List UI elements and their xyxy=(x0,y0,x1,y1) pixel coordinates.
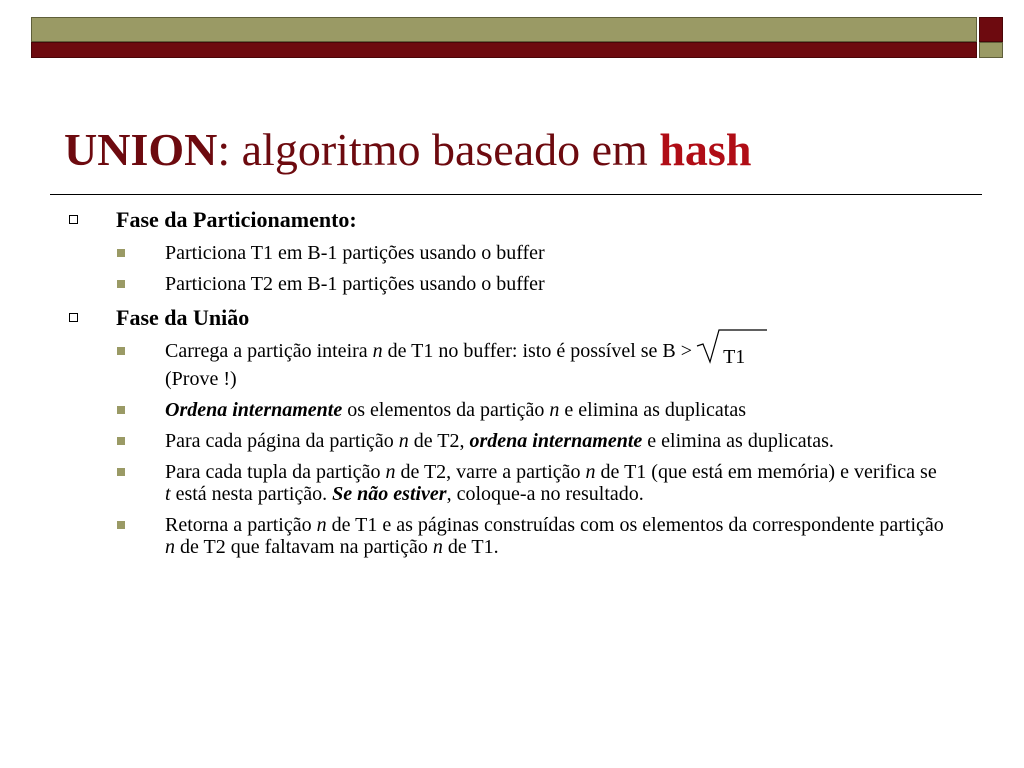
item-text: de T1 no buffer: isto é possível se B > xyxy=(382,340,698,362)
var-n: n xyxy=(549,399,560,421)
var-n: n xyxy=(165,536,175,558)
square-bullet-icon xyxy=(117,280,125,288)
item-text: de T2, varre a partição xyxy=(395,461,586,483)
item-text: Particiona T2 em B-1 partições usando o buffer xyxy=(165,273,545,295)
var-n: n xyxy=(585,461,596,483)
header-square-maroon xyxy=(979,17,1003,42)
square-root-formula xyxy=(697,346,753,368)
list-item xyxy=(64,273,944,295)
square-bullet-icon xyxy=(117,406,125,414)
hollow-square-bullet-icon xyxy=(69,215,78,224)
square-bullet-icon xyxy=(117,468,125,476)
square-bullet-icon xyxy=(117,521,125,529)
square-bullet-icon xyxy=(117,249,125,257)
item-text: (Prove !) xyxy=(165,368,237,390)
header-bar-olive xyxy=(31,17,977,42)
item-text: Retorna a partição xyxy=(165,514,317,536)
bullet-union-phase xyxy=(64,304,944,332)
list-item xyxy=(64,461,944,505)
item-text: de T1 e as páginas construídas com os elementos da correspondente partição xyxy=(326,514,944,536)
var-n: n xyxy=(432,536,443,558)
item-text: Para cada página da partição xyxy=(165,430,399,452)
radicand: T1 xyxy=(723,346,746,368)
list-item xyxy=(64,399,944,421)
emphasis-text: Se não estiver xyxy=(332,483,447,505)
emphasis-text: Ordena internamente xyxy=(165,399,343,421)
list-item xyxy=(64,242,944,264)
item-text: e elimina as duplicatas. xyxy=(642,430,834,452)
list-item xyxy=(64,340,944,390)
title-text: : algoritmo baseado em xyxy=(217,124,660,175)
bullet-partitioning-phase xyxy=(64,206,944,234)
item-text: e elimina as duplicatas xyxy=(559,399,747,421)
header-square-olive xyxy=(979,42,1003,58)
list-item xyxy=(64,514,944,558)
square-bullet-icon xyxy=(117,437,125,445)
item-text: de T1. xyxy=(442,536,499,558)
emphasis-text: ordena internamente xyxy=(469,430,643,452)
item-text: de T1 (que está em memória) e verifica se xyxy=(595,461,937,483)
var-n: n xyxy=(398,430,409,452)
title-union: UNION xyxy=(64,124,218,175)
list-item xyxy=(64,430,944,452)
var-t: t xyxy=(165,483,171,505)
item-text: os elementos da partição xyxy=(342,399,550,421)
slide-title xyxy=(64,120,751,180)
square-bullet-icon xyxy=(117,347,125,355)
item-text: Para cada tupla da partição xyxy=(165,461,386,483)
item-text: Carrega a partição inteira xyxy=(165,340,373,362)
item-text: de T2 que faltavam na partição xyxy=(175,536,433,558)
var-n: n xyxy=(372,340,383,362)
item-text: , coloque-a no resultado. xyxy=(446,483,644,505)
slide-body xyxy=(64,206,944,567)
title-divider xyxy=(50,194,982,195)
hollow-square-bullet-icon xyxy=(69,313,78,322)
item-text: de T2, xyxy=(408,430,470,452)
var-n: n xyxy=(316,514,327,536)
header-bar-maroon xyxy=(31,42,977,58)
item-text: está nesta partição. xyxy=(170,483,333,505)
var-n: n xyxy=(385,461,396,483)
square-root-symbol-icon xyxy=(697,332,767,362)
title-hash: hash xyxy=(659,124,752,175)
item-text: Particiona T1 em B-1 partições usando o buffer xyxy=(165,242,545,264)
section-heading: Fase da Particionamento: xyxy=(116,207,357,232)
section-heading: Fase da União xyxy=(116,305,250,330)
